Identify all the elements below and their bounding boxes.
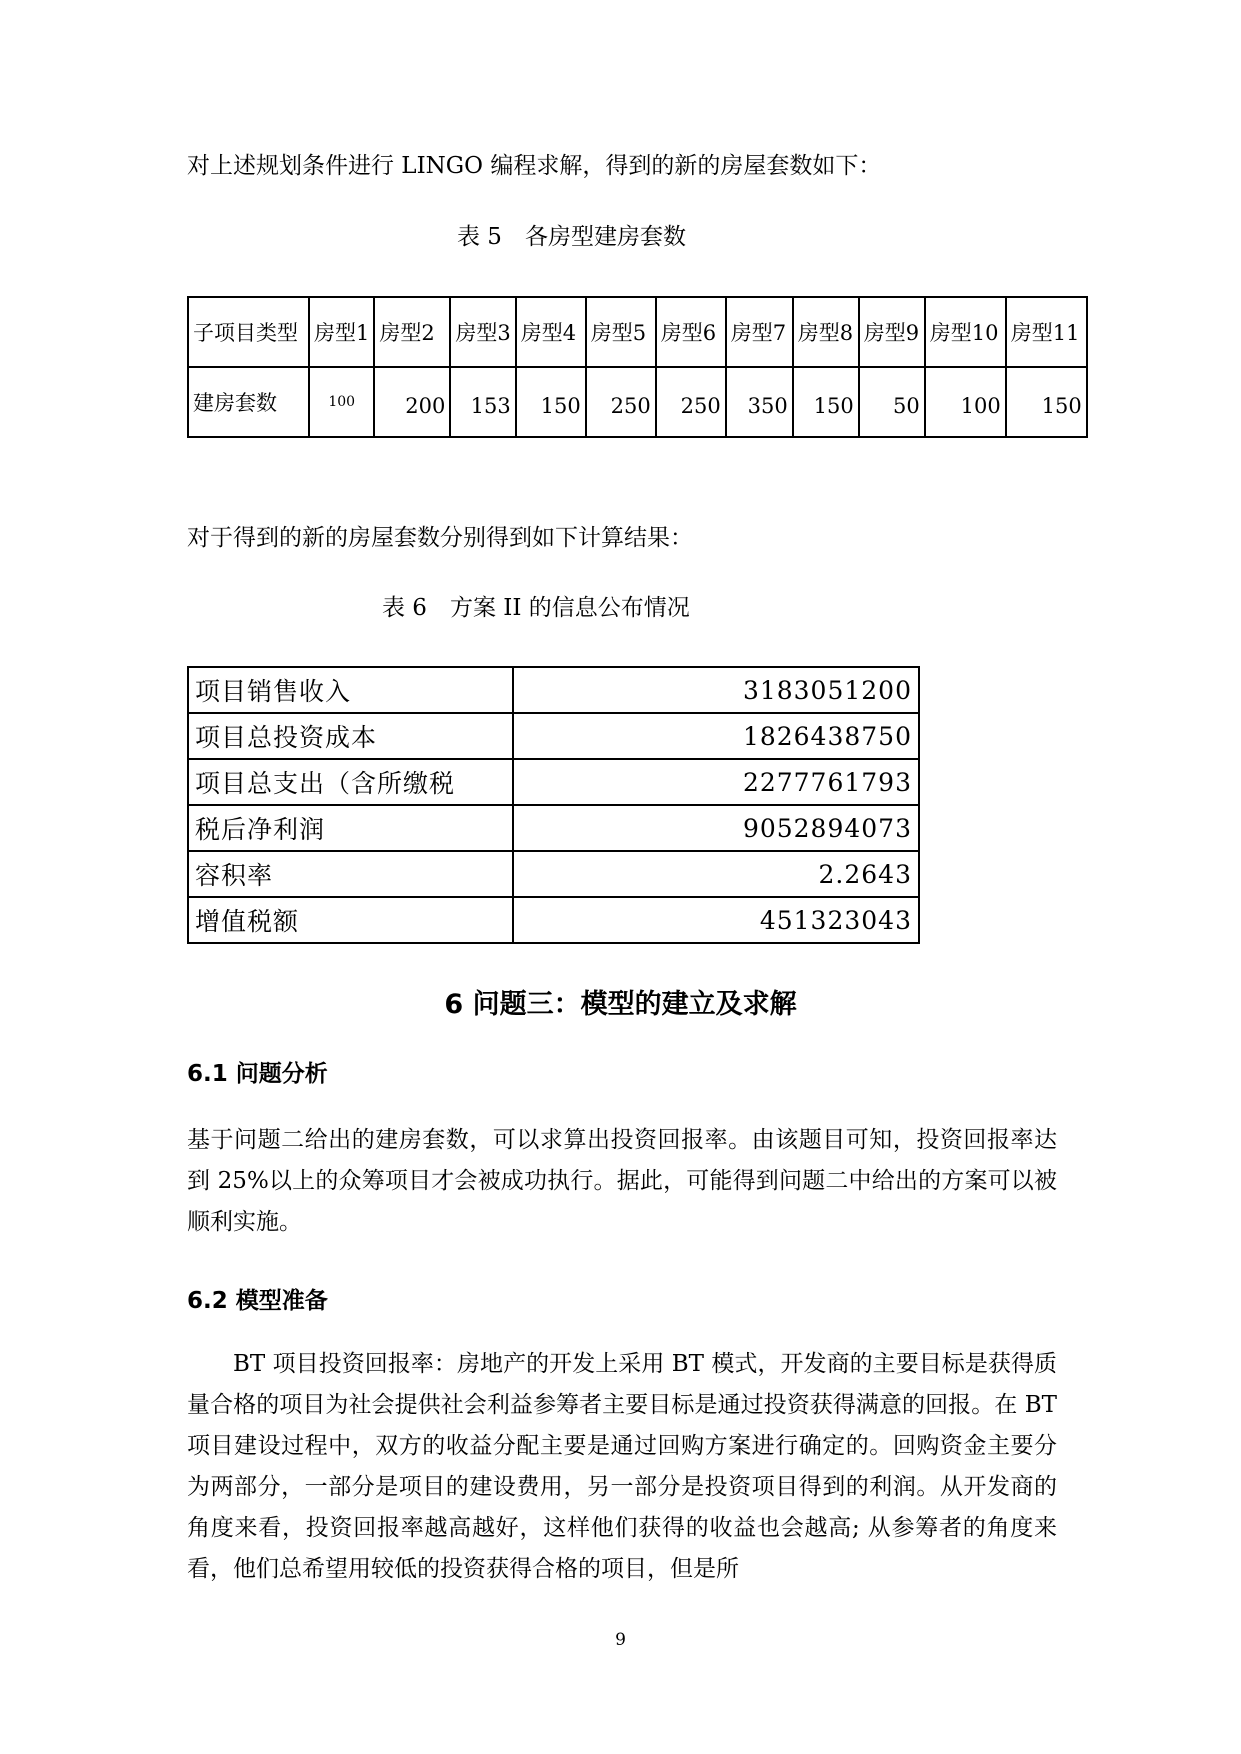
table5-cell: 50 bbox=[859, 367, 925, 437]
table5-header-cell: 房型10 bbox=[925, 297, 1006, 367]
table6-row bbox=[188, 897, 919, 943]
table5-header-cell: 房型6 bbox=[656, 297, 726, 367]
table5-data-row bbox=[188, 367, 1087, 437]
table6-value: 2277761793 bbox=[513, 759, 919, 805]
table6-label: 项目总投资成本 bbox=[188, 713, 513, 759]
table6-label: 增值税额 bbox=[188, 897, 513, 943]
table6-label: 容积率 bbox=[188, 851, 513, 897]
section-title: 6 问题三：模型的建立及求解 bbox=[444, 989, 797, 1020]
table5-header-cell: 房型2 bbox=[374, 297, 450, 367]
table6-label: 税后净利润 bbox=[188, 805, 513, 851]
table5-cell: 100 bbox=[309, 367, 374, 437]
subsection-title-6-1: 6.1 问题分析 bbox=[187, 1061, 328, 1087]
table6-plan-info bbox=[187, 666, 920, 944]
table6-label: 项目总支出（含所缴税 bbox=[188, 759, 513, 805]
table5-header-cell: 房型5 bbox=[586, 297, 656, 367]
table5-cell: 150 bbox=[516, 367, 586, 437]
table6-value: 2.2643 bbox=[513, 851, 919, 897]
table5-cell: 200 bbox=[374, 367, 450, 437]
table5-header-cell: 房型3 bbox=[450, 297, 515, 367]
table5-cell: 153 bbox=[450, 367, 515, 437]
table6-value: 9052894073 bbox=[513, 805, 919, 851]
table5-header-cell: 房型11 bbox=[1006, 297, 1087, 367]
subsection-title-6-2: 6.2 模型准备 bbox=[187, 1288, 328, 1314]
table5-cell: 350 bbox=[726, 367, 793, 437]
table5-caption: 表 5 各房型建房套数 bbox=[457, 224, 686, 250]
table5-cell: 250 bbox=[656, 367, 726, 437]
table5-cell: 100 bbox=[925, 367, 1006, 437]
intro-paragraph-1: 对上述规划条件进行 LINGO 编程求解，得到的新的房屋套数如下： bbox=[187, 153, 882, 179]
table5-cell: 150 bbox=[793, 367, 859, 437]
table6-row bbox=[188, 713, 919, 759]
table5-header-cell: 房型7 bbox=[726, 297, 793, 367]
table5-header-cell: 房型9 bbox=[859, 297, 925, 367]
table5-header-cell: 房型1 bbox=[309, 297, 374, 367]
table5-cell: 250 bbox=[586, 367, 656, 437]
table5-header-cell: 房型4 bbox=[516, 297, 586, 367]
page-number: 9 bbox=[615, 1630, 626, 1650]
table6-value: 451323043 bbox=[513, 897, 919, 943]
table5-house-units bbox=[187, 296, 1088, 438]
table6-label: 项目销售收入 bbox=[188, 667, 513, 713]
table6-row bbox=[188, 851, 919, 897]
table6-row bbox=[188, 759, 919, 805]
table5-cell: 150 bbox=[1006, 367, 1087, 437]
table5-header-row bbox=[188, 297, 1087, 367]
subsection-6-1-text: 基于问题二给出的建房套数，可以求算出投资回报率。由该题目可知，投资回报率达到 25%以上的众筹项目才会被成功执行。据此，可能得到问题二中给出的方案可以被顺利实施。 bbox=[187, 1127, 1057, 1235]
table6-caption: 表 6 方案 II 的信息公布情况 bbox=[382, 595, 690, 621]
table5-row-label: 建房套数 bbox=[188, 367, 309, 437]
table6-row bbox=[188, 667, 919, 713]
intro-paragraph-2: 对于得到的新的房屋套数分别得到如下计算结果： bbox=[187, 525, 693, 551]
table5-header-cell: 房型8 bbox=[793, 297, 859, 367]
table6-value: 1826438750 bbox=[513, 713, 919, 759]
subsection-6-2-text: BT 项目投资回报率：房地产的开发上采用 BT 模式，开发商的主要目标是获得质量合格的项目为社会提供社会利益参筹者主要目标是通过投资获得满意的回报。在 BT 项目建设过程中，双方的收益分配主要是通过回购方案进行确定的。回购资金主要分为两部分，一部分是项目的建设费用，另一部分是投资项目得到的利润。从开发商的角度来看，投资回报率越高越好，这样他们获得的收益也会越高; 从参筹者的角度来看，他们总希望用较低的投资获得合格的项目，但是所 bbox=[187, 1351, 1057, 1582]
table6-row bbox=[188, 805, 919, 851]
table6-value: 3183051200 bbox=[513, 667, 919, 713]
table5-header-cell: 子项目类型 bbox=[188, 297, 309, 367]
